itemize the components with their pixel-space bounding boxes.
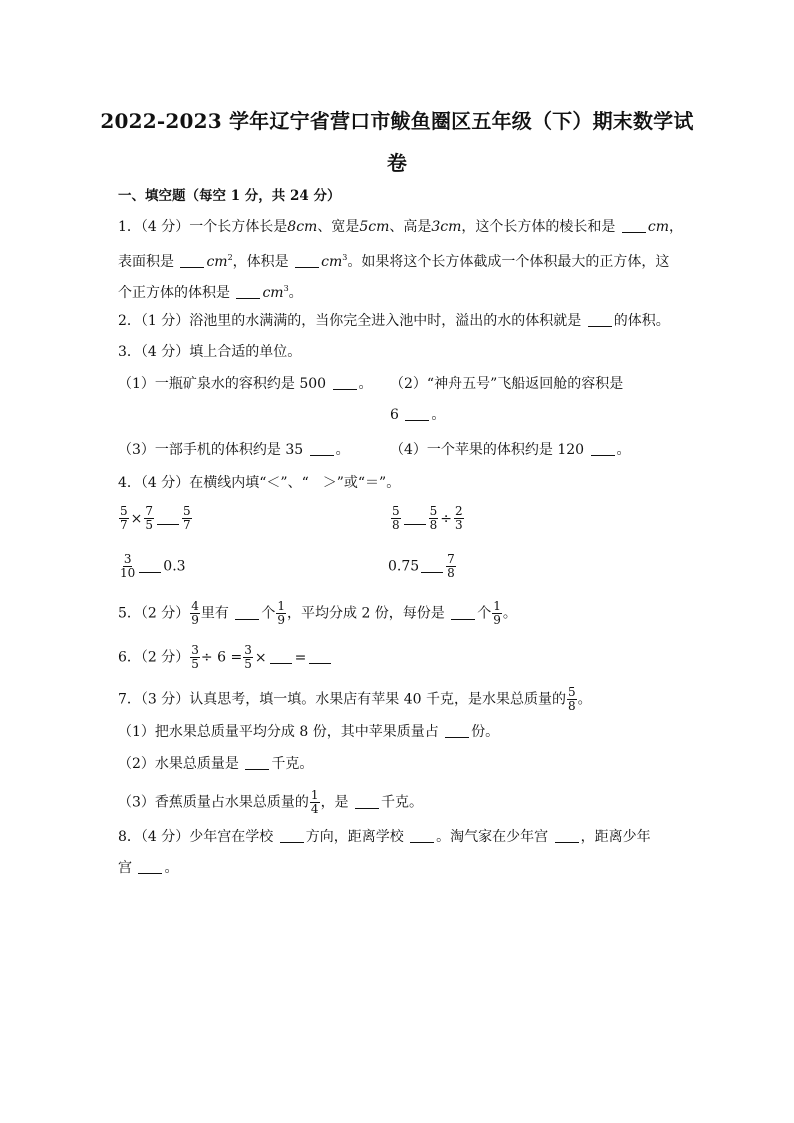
fraction: $\frac{1}{9}$ xyxy=(277,599,285,627)
answer-blank[interactable] xyxy=(270,649,292,664)
question-7-stem: 7．（3 分）认真思考，填一填。水果店有苹果 40 千克，是水果总质量的 $\frac{5}{8}$ 。 xyxy=(118,685,592,713)
answer-blank[interactable] xyxy=(309,649,331,664)
question-8-line-2: 宫 。 xyxy=(118,860,179,876)
answer-blank[interactable] xyxy=(591,441,615,456)
compare-item-3: $\frac{3}{10}$ 0.3 xyxy=(120,552,186,580)
fraction: $\frac{4}{9}$ xyxy=(191,599,199,627)
fraction: $\frac{5}{7}$ xyxy=(183,504,191,532)
compare-item-2: $\frac{5}{8}$ $\frac{5}{8}$ ÷ $\frac{2}{3}$ xyxy=(392,504,463,532)
question-2: 2．（1 分）浴池里的水满满的，当你完全进入池中时，溢出的水的体积就是 的体积。 xyxy=(118,313,670,329)
question-8-line-1: 8．（4 分）少年宫在学校 方向，距离学校 。淘气家在少年宫 ，距离少年 xyxy=(118,829,651,845)
question-7-part-3: （3）香蕉质量占水果总质量的 $\frac{1}{4}$ ，是 千克。 xyxy=(118,788,424,816)
fraction: $\frac{5}{8}$ xyxy=(429,504,438,532)
answer-blank[interactable] xyxy=(295,253,319,268)
answer-blank[interactable] xyxy=(404,510,426,525)
answer-blank[interactable] xyxy=(622,218,646,233)
answer-blank[interactable] xyxy=(138,859,162,874)
answer-blank[interactable] xyxy=(235,605,259,620)
question-5: 5．（2 分） $\frac{4}{9}$ 里有 个 $\frac{1}{9}$ ，平均分成 2 份，每份是 个 $\frac{1}{9}$ 。 xyxy=(118,599,517,627)
answer-blank[interactable] xyxy=(280,828,304,843)
answer-blank[interactable] xyxy=(421,558,443,573)
question-3-part-3: （3）一部手机的体积约是 35 。 xyxy=(118,442,350,458)
answer-blank[interactable] xyxy=(139,558,161,573)
page-title: 2022-2023 学年辽宁省营口市鲅鱼圈区五年级（下）期末数学试 xyxy=(100,109,694,133)
fraction: $\frac{5}{7}$ xyxy=(120,504,128,532)
answer-blank[interactable] xyxy=(355,794,379,809)
question-7-part-2: （2）水果总质量是 千克。 xyxy=(118,756,314,772)
answer-blank[interactable] xyxy=(405,406,429,421)
fraction: $\frac{5}{8}$ xyxy=(567,685,576,713)
answer-blank[interactable] xyxy=(180,253,204,268)
answer-blank[interactable] xyxy=(310,441,334,456)
compare-item-1: $\frac{5}{7}$ × $\frac{7}{5}$ $\frac{5}{7}$ xyxy=(120,504,191,532)
fraction: $\frac{3}{5}$ xyxy=(244,643,252,671)
compare-item-4: 0.75 $\frac{7}{8}$ xyxy=(388,552,455,580)
answer-blank[interactable] xyxy=(333,375,357,390)
answer-blank[interactable] xyxy=(451,605,475,620)
fraction: $\frac{7}{5}$ xyxy=(145,504,154,532)
fraction: $\frac{2}{3}$ xyxy=(455,504,463,532)
question-3-part-4: （4）一个苹果的体积约是 120 。 xyxy=(390,442,631,458)
fraction: $\frac{1}{9}$ xyxy=(493,599,501,627)
answer-blank[interactable] xyxy=(410,828,434,843)
question-3-part-2-cont: 6 。 xyxy=(390,407,446,423)
answer-blank[interactable] xyxy=(555,828,579,843)
fraction: $\frac{3}{10}$ xyxy=(120,552,136,580)
page-title-continued: 卷 xyxy=(386,151,408,175)
question-1-line-3: 个正方体的体积是 $cm^3$。 xyxy=(118,284,303,301)
fraction: $\frac{1}{4}$ xyxy=(310,788,319,816)
question-7-part-1: （1）把水果总质量平均分成 8 份，其中苹果质量占 份。 xyxy=(118,724,500,740)
answer-blank[interactable] xyxy=(157,510,179,525)
answer-blank[interactable] xyxy=(245,755,269,770)
answer-blank[interactable] xyxy=(445,723,469,738)
section-heading: 一、填空题（每空 1 分，共 24 分） xyxy=(118,188,341,204)
question-3-stem: 3．（4 分）填上合适的单位。 xyxy=(118,344,302,360)
question-4-stem: 4．（4 分）在横线内填“＜”、“ ＞”或“＝”。 xyxy=(118,475,401,491)
answer-blank[interactable] xyxy=(236,284,260,299)
question-1-line-2: 表面积是 $cm^2$，体积是 $cm^3$。如果将这个长方体截成一个体积最大的正方体，这 xyxy=(118,253,670,270)
question-3-part-1: （1）一瓶矿泉水的容积约是 500 。 xyxy=(118,376,373,392)
fraction: $\frac{7}{8}$ xyxy=(447,552,455,580)
fraction: $\frac{3}{5}$ xyxy=(191,643,199,671)
question-3-part-2: （2）“神舟五号”飞船返回舱的容积是 xyxy=(390,376,624,392)
question-1-line-1: 1．（4 分）一个长方体长是8cm、宽是5cm、高是3cm，这个长方体的棱长和是 cm， xyxy=(118,219,683,235)
fraction: $\frac{5}{8}$ xyxy=(392,504,400,532)
question-6: 6．（2 分） $\frac{3}{5}$ ÷ 6 = $\frac{3}{5}$ × = xyxy=(118,644,333,671)
answer-blank[interactable] xyxy=(588,312,612,327)
